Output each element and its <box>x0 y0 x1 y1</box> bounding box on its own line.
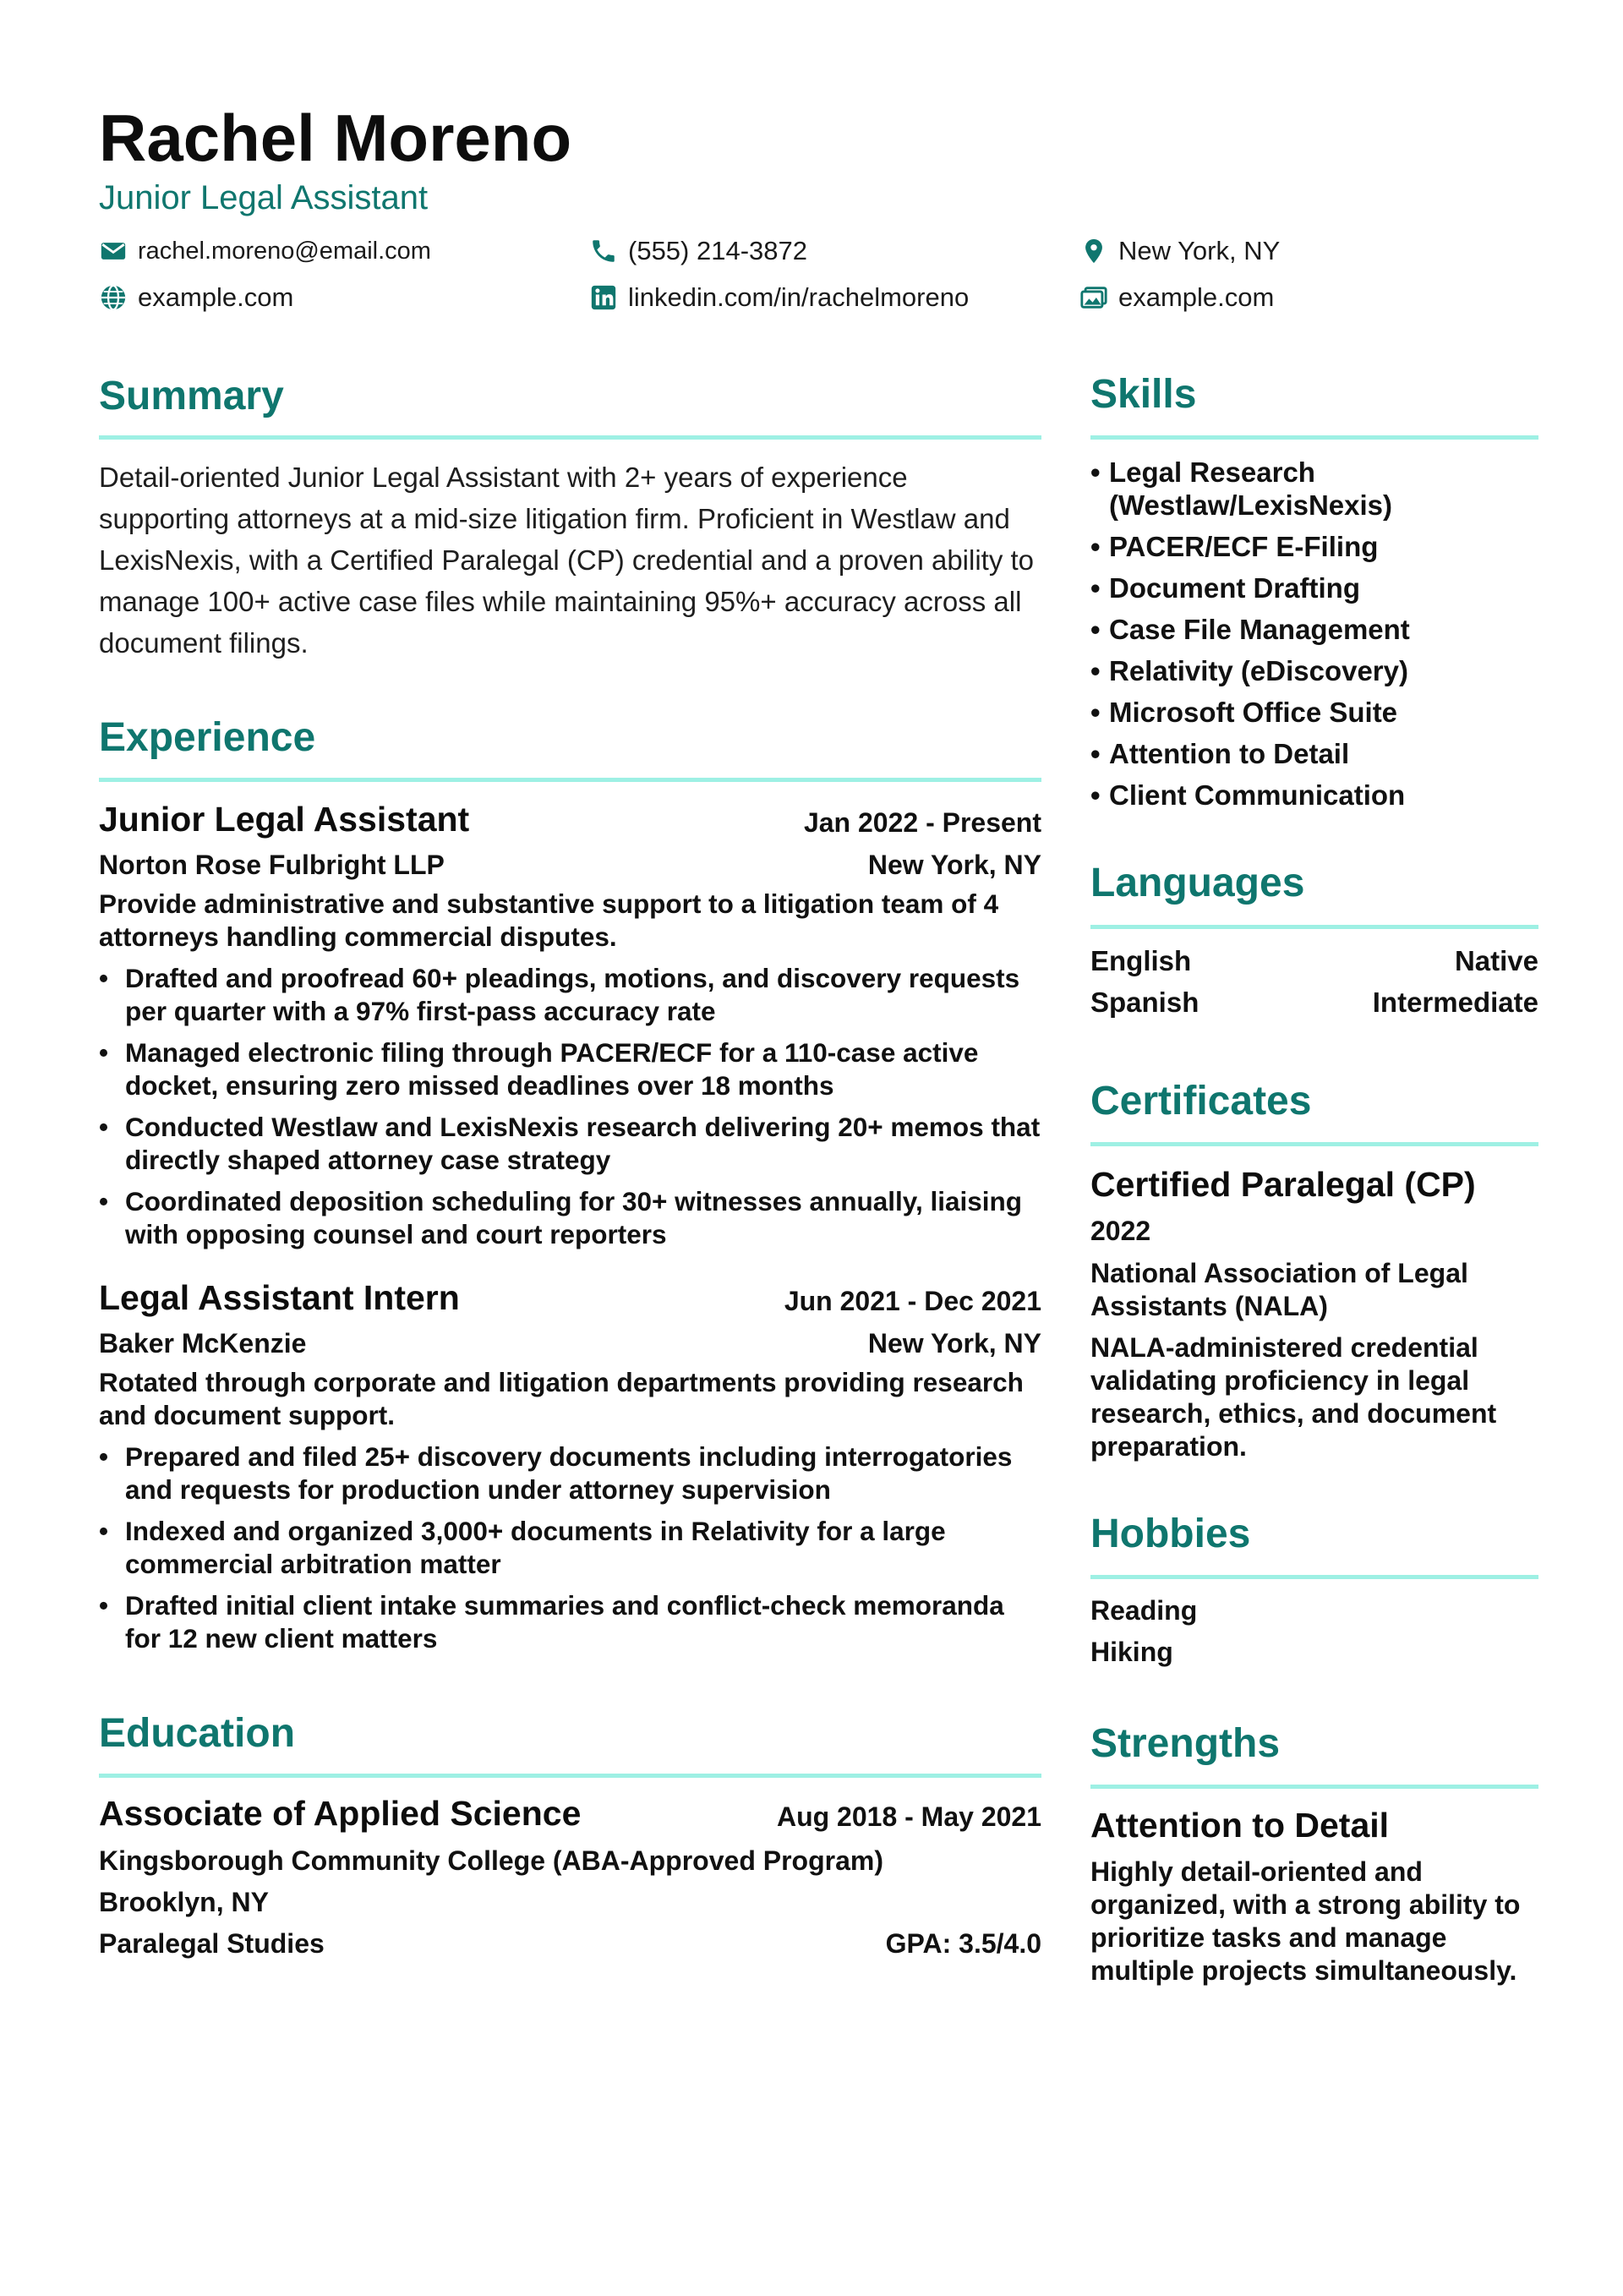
education-heading: Education <box>99 1711 296 1756</box>
strengths-divider <box>1090 1785 1538 1789</box>
list-item: • Managed electronic filing through PACER/ECF for a 110-case active docket, ensuring zero missed deadlines over 18 months <box>99 1036 1041 1102</box>
certificate-description: NALA-administered credential validating proficiency in legal research, ethics, and document preparation. <box>1090 1332 1497 1462</box>
list-item: • Relativity (eDiscovery) <box>1090 654 1538 687</box>
certificate-name: Certified Paralegal (CP) <box>1090 1165 1476 1204</box>
job-description: Provide administrative and substantive support to a litigation team of 4 attorneys handling commercial disputes. <box>99 888 999 952</box>
school-name: Kingsborough Community College (ABA-Approved Program) <box>99 1845 883 1876</box>
list-item: • Legal Research (Westlaw/LexisNexis) <box>1090 456 1538 522</box>
contact-email-text: rachel.moreno@email.com <box>138 238 431 265</box>
summary-heading: Summary <box>99 374 284 418</box>
languages-heading: Languages <box>1090 861 1305 905</box>
strength-description: Highly detail-oriented and organized, with a strong ability to prioritize tasks and manage multiple projects simultaneously. <box>1090 1856 1521 1986</box>
job-bullets <box>99 962 1041 1260</box>
job-dates: Jun 2021 - Dec 2021 <box>784 1286 1041 1316</box>
contact-portfolio-text: example.com <box>1118 282 1275 312</box>
summary-text: Detail-oriented Junior Legal Assistant with 2+ years of experience supporting attorneys at a mid-size litigation firm. Proficient in Westlaw and LexisNexis, with a Certified Paralegal (CP) credential and a proven ability to manage 100+ active case files while maintaining 95%+ accuracy across all document filings. <box>99 462 1035 659</box>
list-item: • Conducted Westlaw and LexisNexis research delivering 20+ memos that directly shaped attorney case strategy <box>99 1111 1041 1177</box>
job-location: New York, NY <box>867 1328 1041 1358</box>
contact-phone-text: (555) 214-3872 <box>628 236 807 265</box>
list-item: • Drafted initial client intake summaries and conflict-check memoranda for 12 new client matters <box>99 1589 1041 1655</box>
contact-linkedin[interactable] <box>589 281 969 314</box>
envelope-icon <box>99 237 128 265</box>
job-bullets <box>99 1440 1041 1664</box>
contact-location <box>1079 234 1280 268</box>
phone-icon <box>589 237 618 265</box>
certificates-divider <box>1090 1142 1538 1146</box>
list-item: • Case File Management <box>1090 613 1538 646</box>
skills-heading: Skills <box>1090 372 1197 417</box>
job-company: Norton Rose Fulbright LLP <box>99 850 445 880</box>
education-dates: Aug 2018 - May 2021 <box>776 1801 1041 1832</box>
job-title: Junior Legal Assistant <box>99 800 470 839</box>
contact-website-text: example.com <box>138 282 294 312</box>
portfolio-icon <box>1079 283 1108 312</box>
contact-email[interactable] <box>99 234 431 268</box>
job-company: Baker McKenzie <box>99 1328 307 1358</box>
contact-website[interactable] <box>99 281 293 314</box>
candidate-role: Junior Legal Assistant <box>99 179 429 216</box>
list-item: • Attention to Detail <box>1090 737 1538 770</box>
language-level: Native <box>1454 945 1538 976</box>
contact-phone[interactable] <box>589 234 807 268</box>
list-item: • Coordinated deposition scheduling for 30+ witnesses annually, liaising with opposing counsel and court reporters <box>99 1185 1041 1251</box>
education-divider <box>99 1774 1041 1778</box>
gpa: GPA: 3.5/4.0 <box>885 1928 1041 1959</box>
hobbies-heading: Hobbies <box>1090 1512 1251 1556</box>
hobby-item: Hiking <box>1090 1637 1173 1667</box>
list-item: • Microsoft Office Suite <box>1090 696 1538 729</box>
list-item: • Prepared and filed 25+ discovery documents including interrogatories and requests for production under attorney supervision <box>99 1440 1041 1506</box>
list-item: • Drafted and proofread 60+ pleadings, motions, and discovery requests per quarter with a 97% first-pass accuracy rate <box>99 962 1041 1028</box>
languages-divider <box>1090 925 1538 929</box>
linkedin-icon <box>589 283 618 312</box>
summary-divider <box>99 435 1041 440</box>
contact-portfolio[interactable] <box>1079 281 1274 314</box>
experience-divider <box>99 778 1041 782</box>
list-item: • Document Drafting <box>1090 571 1538 604</box>
contact-location-text: New York, NY <box>1118 236 1281 265</box>
job-title: Legal Assistant Intern <box>99 1278 460 1317</box>
certificate-year: 2022 <box>1090 1216 1151 1246</box>
job-description: Rotated through corporate and litigation departments providing research and document support. <box>99 1367 1024 1430</box>
list-item: • Client Communication <box>1090 779 1538 812</box>
globe-icon <box>99 283 128 312</box>
field-of-study: Paralegal Studies <box>99 1928 325 1959</box>
language-level: Intermediate <box>1372 987 1538 1018</box>
degree-title: Associate of Applied Science <box>99 1794 582 1833</box>
language-name: English <box>1090 945 1192 976</box>
job-dates: Jan 2022 - Present <box>803 807 1041 838</box>
skills-divider <box>1090 435 1538 440</box>
list-item: • PACER/ECF E-Filing <box>1090 530 1538 563</box>
contact-linkedin-text: linkedin.com/in/rachelmoreno <box>628 282 970 312</box>
certificates-heading: Certificates <box>1090 1079 1312 1123</box>
candidate-name: Rachel Moreno <box>99 101 572 175</box>
strengths-heading: Strengths <box>1090 1721 1281 1766</box>
map-pin-icon <box>1079 237 1108 265</box>
hobbies-divider <box>1090 1575 1538 1579</box>
language-row <box>1090 943 1538 980</box>
hobby-item: Reading <box>1090 1595 1198 1626</box>
language-row <box>1090 984 1538 1021</box>
skills-list <box>1090 456 1538 820</box>
list-item: • Indexed and organized 3,000+ documents in Relativity for a large commercial arbitration matter <box>99 1515 1041 1581</box>
job-location: New York, NY <box>867 850 1041 880</box>
school-location: Brooklyn, NY <box>99 1887 269 1917</box>
language-name: Spanish <box>1090 987 1199 1018</box>
experience-heading: Experience <box>99 715 316 760</box>
certificate-issuer: National Association of Legal Assistants (NALA) <box>1090 1258 1468 1321</box>
strength-name: Attention to Detail <box>1090 1806 1390 1845</box>
